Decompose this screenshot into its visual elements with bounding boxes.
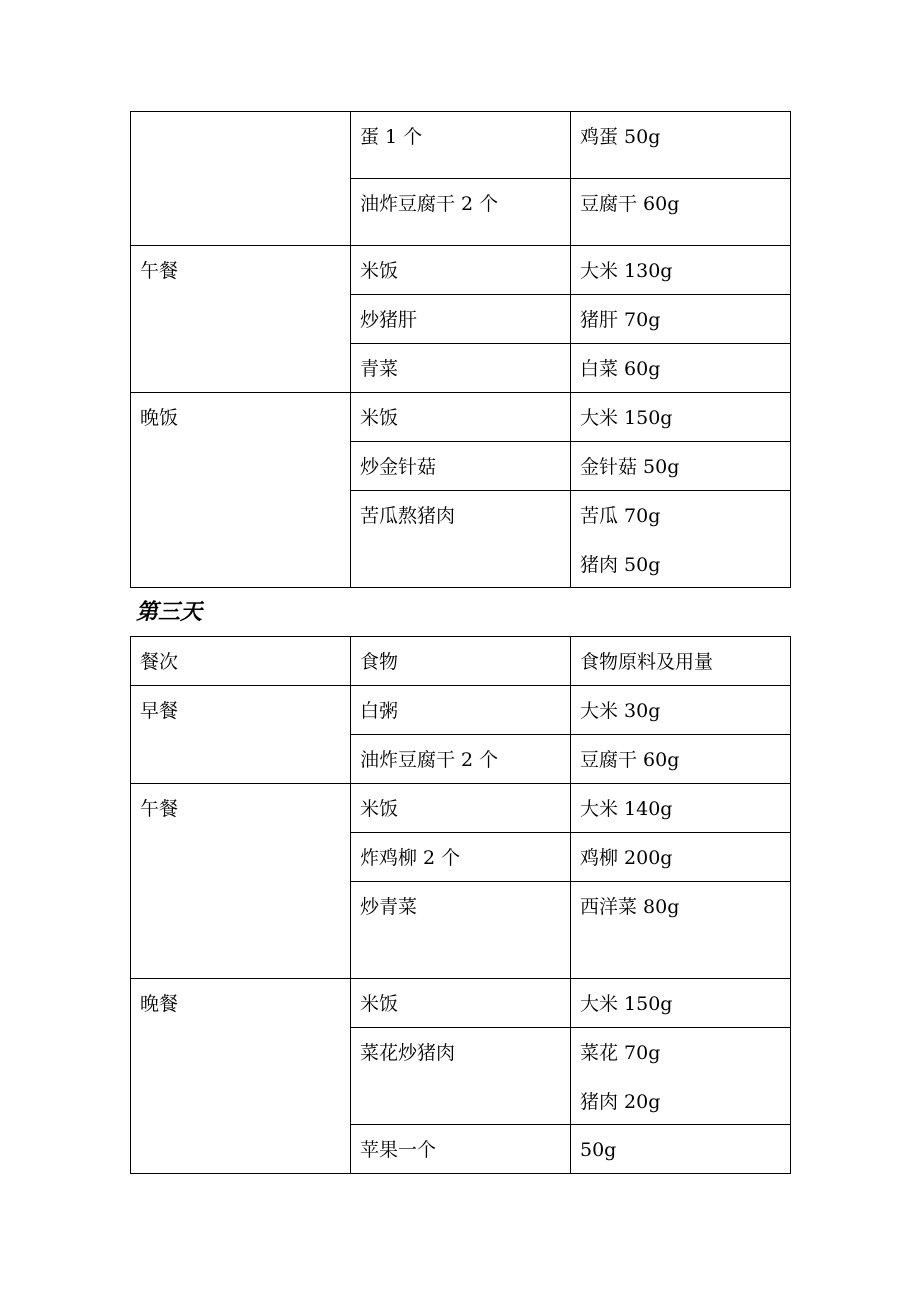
ingredient-cell [571,1028,791,1125]
food-cell [351,784,571,833]
food-cell [351,112,571,179]
food-cell [351,735,571,784]
meal-cell [131,246,351,393]
table-row [131,686,791,735]
food-label: 白粥 [360,700,399,722]
food-label: 炒青菜 [360,896,418,918]
food-label: 苹果一个 [360,1139,437,1161]
food-label: 蛋 1 个 [360,126,423,148]
ingredient-label: 菜花 70g [580,1042,661,1064]
meal-label: 晚饭 [140,407,179,429]
ingredient-cell [571,393,791,442]
ingredient-label: 猪肝 70g [580,309,661,331]
table-header-row [131,637,791,686]
table-row [131,784,791,833]
food-cell [351,882,571,979]
table-row [131,393,791,442]
ingredient-label: 大米 30g [580,700,661,722]
ingredient-label: 豆腐干 60g [580,193,680,215]
ingredient-label: 金针菇 50g [580,456,680,478]
food-label: 炒金针菇 [360,456,437,478]
food-cell [351,833,571,882]
food-cell [351,179,571,246]
ingredient-cell [571,246,791,295]
food-cell [351,491,571,588]
ingredient-label: 猪肉 50g [580,554,661,576]
food-cell [351,979,571,1028]
ingredient-cell [571,784,791,833]
meal-cell [131,393,351,588]
meal-label: 晚餐 [140,993,179,1015]
food-label: 油炸豆腐干 2 个 [360,193,499,215]
meal-cell [131,784,351,979]
table-row [131,112,791,179]
food-cell [351,1028,571,1125]
day-title: 第三天 [136,600,203,625]
food-label: 菜花炒猪肉 [360,1042,456,1064]
ingredient-cell [571,344,791,393]
food-label: 米饭 [360,260,399,282]
ingredient-label: 鸡蛋 50g [580,126,661,148]
meal-label: 早餐 [140,700,179,722]
header-cell-food [351,637,571,686]
ingredient-label: 豆腐干 60g [580,749,680,771]
ingredient-label: 大米 140g [580,798,673,820]
food-cell [351,1125,571,1174]
table-row [131,246,791,295]
food-cell [351,393,571,442]
food-label: 米饭 [360,798,399,820]
ingredient-cell [571,882,791,979]
ingredient-label: 鸡柳 200g [580,847,673,869]
ingredient-cell [571,179,791,246]
ingredient-cell [571,1125,791,1174]
food-cell [351,295,571,344]
food-label: 青菜 [360,358,399,380]
food-label: 炒猪肝 [360,309,418,331]
ingredient-cell [571,833,791,882]
header-label: 餐次 [140,651,179,673]
food-label: 米饭 [360,407,399,429]
food-label: 米饭 [360,993,399,1015]
food-label: 苦瓜熬猪肉 [360,505,456,527]
ingredient-label: 白菜 60g [580,358,661,380]
food-label: 炸鸡柳 2 个 [360,847,461,869]
ingredient-label: 大米 130g [580,260,673,282]
header-cell-meal [131,637,351,686]
food-cell [351,442,571,491]
ingredient-cell [571,112,791,179]
meal-cell [131,112,351,246]
ingredient-label: 大米 150g [580,993,673,1015]
meal-plan-table-previous-day [130,111,791,588]
food-label: 油炸豆腐干 2 个 [360,749,499,771]
food-cell [351,686,571,735]
ingredient-label: 大米 150g [580,407,673,429]
header-label: 食物 [360,651,399,673]
meal-label: 午餐 [140,798,179,820]
ingredient-cell [571,735,791,784]
meal-plan-table-day-3 [130,636,791,1174]
ingredient-label: 50g [580,1139,617,1161]
ingredient-label: 苦瓜 70g [580,505,661,527]
ingredient-cell [571,295,791,344]
meal-cell [131,686,351,784]
meal-label: 午餐 [140,260,179,282]
food-cell [351,246,571,295]
ingredient-cell [571,979,791,1028]
food-cell [351,344,571,393]
ingredient-cell [571,686,791,735]
header-cell-ingredients [571,637,791,686]
table-row [131,979,791,1028]
ingredient-label: 猪肉 20g [580,1091,661,1113]
ingredient-label: 西洋菜 80g [580,896,680,918]
header-label: 食物原料及用量 [580,651,714,673]
ingredient-cell [571,491,791,588]
ingredient-cell [571,442,791,491]
meal-cell [131,979,351,1174]
